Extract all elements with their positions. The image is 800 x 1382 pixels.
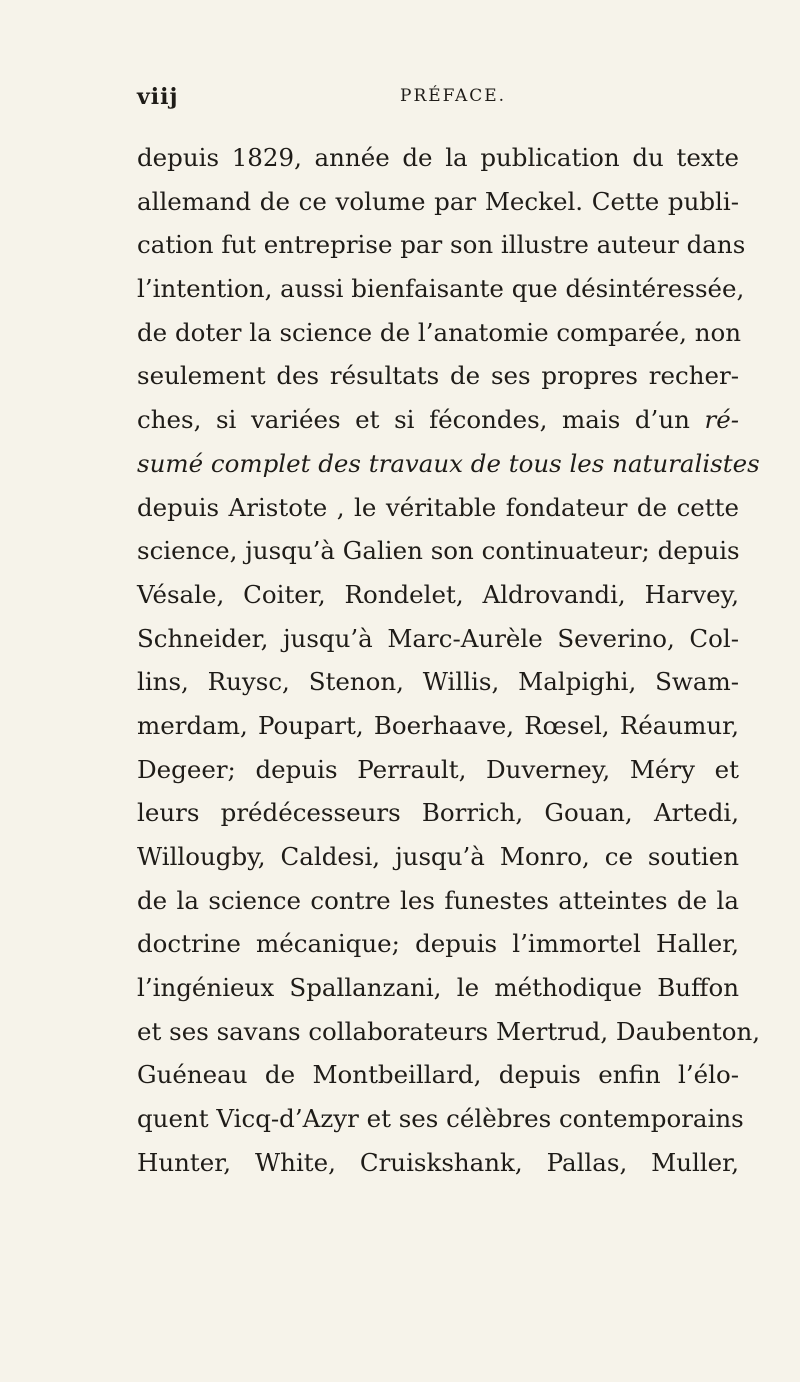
text-line: Hunter, White, Cruiskshank, Pallas, Muller,: [137, 1147, 739, 1177]
text-line: de la science contre les funestes atteintes de la: [137, 885, 739, 915]
text-line: Willougby, Caldesi, jusqu’à Monro, ce soutien: [137, 842, 739, 871]
text-line: et ses savans collaborateurs Mertrud, Daubenton,: [137, 1016, 761, 1046]
text-line: l’intention, aussi bienfaisante que désintéressée,: [137, 274, 745, 304]
text-line: quent Vicq-d’Azyr et ses célèbres contemporains: [137, 1104, 744, 1134]
text-line: leurs prédécesseurs Borrich, Gouan, Artedi,: [137, 798, 739, 828]
page-number: viij: [137, 84, 179, 110]
text-line: lins, Ruysc, Stenon, Willis, Malpighi, Swam-: [137, 667, 739, 697]
text-line: l’ingénieux Spallanzani, le méthodique Buffon: [137, 973, 739, 1003]
text-line: seulement des résultats de ses propres recher-: [137, 361, 739, 391]
text-line: science, jusqu’à Galien son continuateur; depuis: [137, 536, 740, 566]
text-line: depuis 1829, année de la publication du texte: [137, 143, 739, 172]
italic-text-line: sumé complet des travaux de tous les naturalistes: [137, 448, 760, 478]
text-line: allemand de ce volume par Meckel. Cette publi-: [137, 186, 739, 216]
text-line: Degeer; depuis Perrault, Duverney, Méry et: [137, 754, 739, 784]
running-head: PRÉFACE.: [400, 86, 507, 106]
body-paragraph: [137, 136, 761, 1185]
text-line: Guéneau de Montbeillard, depuis enfin l’élo-: [137, 1060, 739, 1090]
text-segment: ches, si variées et si fécondes, mais d’un: [137, 405, 705, 435]
italic-segment: ré-: [704, 405, 739, 435]
text-line: depuis Aristote , le véritable fondateur de cette: [137, 492, 739, 522]
page-header: [137, 84, 737, 114]
text-line: cation fut entreprise par son illustre auteur dans: [137, 230, 746, 260]
text-line: Vésale, Coiter, Rondelet, Aldrovandi, Harvey,: [137, 579, 739, 609]
text-line: doctrine mécanique; depuis l’immortel Haller,: [137, 929, 739, 959]
text-line: merdam, Poupart, Boerhaave, Rœsel, Réaumur,: [137, 710, 739, 740]
text-line: de doter la science de l’anatomie comparée, non: [137, 317, 742, 347]
text-line: [137, 398, 739, 442]
text-line: Schneider, jusqu’à Marc-Aurèle Severino, Col-: [137, 623, 739, 653]
